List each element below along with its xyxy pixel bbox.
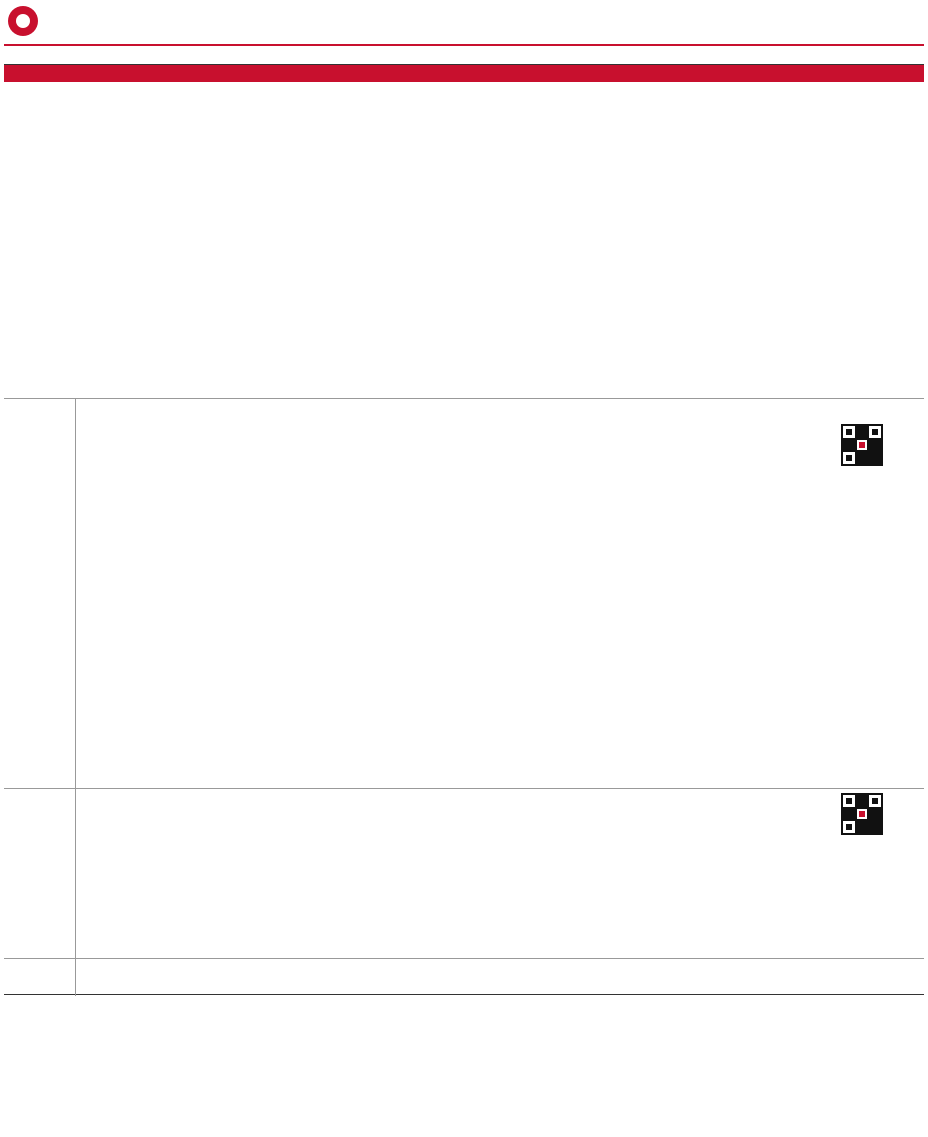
section-label [4, 399, 76, 788]
daily-report-table [4, 64, 924, 995]
view-summary-text [76, 789, 842, 958]
industry-news-text [76, 399, 842, 788]
qr-code-icon [841, 424, 883, 466]
section-label [4, 959, 76, 996]
view-summary-section [4, 788, 924, 958]
qr-code-icon [841, 793, 883, 835]
table-header [4, 65, 924, 82]
header-divider [4, 44, 924, 46]
report-header [0, 0, 928, 46]
key-focus-section [4, 958, 924, 996]
ruida-logo-icon [8, 6, 38, 36]
section-label [4, 789, 76, 958]
industry-news-section [4, 398, 924, 788]
